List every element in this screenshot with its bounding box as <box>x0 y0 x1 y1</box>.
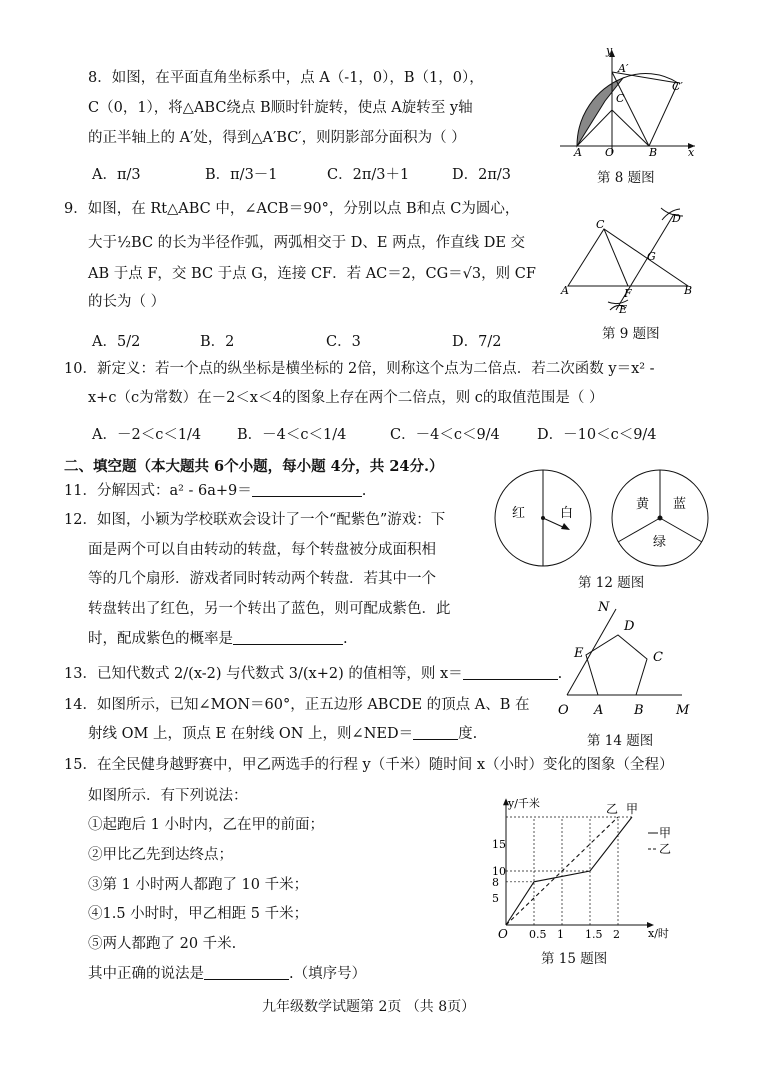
q9-line: AB 于点 F，交 BC 于点 G，连接 CF．若 AC＝2，CG＝√3，则 CF <box>88 266 536 282</box>
q11-question <box>64 481 366 501</box>
q12-caption: 第 12 题图 <box>578 575 645 591</box>
q14-label-e: E <box>574 646 584 661</box>
q8-figure <box>560 42 710 157</box>
q12-line: 转盘转出了红色，另一个转出了蓝色，则可配成紫色．此 <box>88 601 451 617</box>
q9-label-e: E <box>619 303 628 316</box>
q11-text: 11．分解因式：a² - 6a+9＝ <box>64 483 252 499</box>
y-tick-label: 8 <box>492 875 499 889</box>
q14-label-a: A <box>594 703 604 717</box>
q8-option-d: D．2π/3 <box>452 167 511 183</box>
series-end-label: 甲 <box>626 802 639 816</box>
q8-option-a: A．π/3 <box>92 167 141 183</box>
q15-statement: ④1.5 小时时，甲乙相距 5 千米； <box>88 906 309 922</box>
q10-line: 10．新定义：若一个点的纵坐标是横坐标的 2倍，则称这个点为二倍点．若二次函数 y＝x² - <box>64 361 655 377</box>
q10-option-d: D．－10＜c＜9/4 <box>537 427 657 443</box>
q9-caption: 第 9 题图 <box>602 326 660 342</box>
q9-label-d: D <box>672 212 681 225</box>
q15-answer-blank[interactable] <box>204 965 289 980</box>
q12-wheel2-green: 绿 <box>653 535 667 550</box>
series-end-label: 乙 <box>606 802 619 816</box>
q9-label-c: C <box>596 218 605 231</box>
q9-label-f: F <box>624 287 632 300</box>
x-axis-label: x/时 <box>648 927 669 940</box>
q13-question <box>64 664 562 684</box>
q14-label-o: O <box>558 703 569 717</box>
q13-end: . <box>557 666 563 682</box>
q14-label-b: B <box>634 703 644 717</box>
q8-label-a1: A′ <box>618 62 629 75</box>
q8-label-o: O <box>605 146 615 157</box>
q12-line: 等的几个扇形．游戏者同时转动两个转盘．若其中一个 <box>88 571 436 587</box>
q15-statement: ⑤两人都跑了 20 千米. <box>88 936 237 952</box>
series-line-jia <box>506 817 632 925</box>
q15-answer-prefix: 其中正确的说法是 <box>88 966 204 982</box>
q10-line: x+c（c为常数）在－2＜x＜4的图象上存在两个二倍点，则 c的取值范围是（ ） <box>88 390 604 406</box>
q12-wheel1-white: 白 <box>560 506 574 521</box>
q8-option-b: B．π/3－1 <box>205 167 278 183</box>
q8-label-c1: C′ <box>672 80 683 93</box>
q10-option-b: B．－4＜c＜1/4 <box>237 427 347 443</box>
q15-statement: ③第 1 小时两人都跑了 10 千米； <box>88 877 309 893</box>
x-tick-label: 2 <box>613 928 620 941</box>
q11-end: . <box>361 483 367 499</box>
q8-label-a: A <box>574 146 582 157</box>
q8-caption: 第 8 题图 <box>597 170 655 186</box>
q12-answer-blank[interactable] <box>233 630 343 645</box>
q9-label-b: B <box>684 284 693 297</box>
q8-label-c: C <box>616 92 625 105</box>
q15-line: 15．在全民健身越野赛中，甲乙两选手的行程 y（千米）随时间 x（小时）变化的图象（全程） <box>64 757 674 773</box>
q9-line: 大于½BC 的长为半径作弧，两弧相交于 D、E 两点，作直线 DE 交 <box>88 235 526 251</box>
q14-answer-blank[interactable] <box>413 725 458 740</box>
q12-line: 12．如图，小颖为学校联欢会设计了一个“配紫色”游戏：下 <box>64 512 446 528</box>
q14-figure <box>552 597 700 717</box>
q15-answer-suffix: .（填序号） <box>289 966 367 982</box>
q12-figure <box>490 468 720 568</box>
q13-text: 13．已知代数式 2/(x-2) 与代数式 3/(x+2) 的值相等，则 x＝ <box>64 666 463 682</box>
q15-caption: 第 15 题图 <box>541 951 608 967</box>
q9-option-c: C．3 <box>326 334 361 350</box>
q8-label-y: y <box>606 44 613 57</box>
q8-line: C（0，1），将△ABC绕点 B顺时针旋转，使点 A旋转至 y轴 <box>88 100 473 116</box>
q14-label-d: D <box>624 619 635 634</box>
q14-line: 射线 OM 上，顶点 E 在射线 ON 上，则∠NED＝ <box>88 726 414 742</box>
q14-label-n: N <box>598 600 610 615</box>
q9-line: 9．如图，在 Rt△ABC 中，∠ACB＝90°，分别以点 B和点 C为圆心， <box>64 201 520 217</box>
page-footer: 九年级数学试题第 2页 （共 8页） <box>262 999 476 1015</box>
q8-label-x: x <box>688 146 695 157</box>
q9-label-a: A <box>561 284 569 297</box>
q8-label-b: B <box>649 146 658 157</box>
q14-end: 度. <box>458 726 478 742</box>
q14-line: 14．如图所示，已知∠MON＝60°，正五边形 ABCDE 的顶点 A、B 在 <box>64 697 530 713</box>
q12-wheel2-yellow: 黄 <box>636 497 650 512</box>
q8-line: 8．如图，在平面直角坐标系中，点 A（-1，0），B（1，0）， <box>88 70 484 86</box>
q8-option-c: C．2π/3＋1 <box>327 167 410 183</box>
q14-label-m: M <box>676 703 690 717</box>
q12-wheel1-red: 红 <box>512 506 526 521</box>
q12-end: . <box>343 631 348 647</box>
q9-option-b: B．2 <box>200 334 235 350</box>
q12-line: 面是两个可以自由转动的转盘，每个转盘被分成面积相 <box>88 542 436 558</box>
q12-wheel2-blue: 蓝 <box>673 497 687 512</box>
legend-label: 乙 <box>659 842 672 856</box>
q15-chart <box>480 795 680 945</box>
q13-answer-blank[interactable] <box>463 665 558 680</box>
q15-statement: ②甲比乙先到达终点； <box>88 847 233 863</box>
q9-option-a: A．5/2 <box>92 334 141 350</box>
q11-answer-blank[interactable] <box>252 482 362 497</box>
q9-line: 的长为（ ） <box>88 294 166 310</box>
q9-option-d: D．7/2 <box>452 334 502 350</box>
q15-statement: ①起跑后 1 小时内，乙在甲的前面； <box>88 817 324 833</box>
q9-figure <box>558 202 708 317</box>
q9-label-g: G <box>647 250 656 263</box>
q12-line: 时，配成紫色的概率是 <box>88 631 233 647</box>
y-tick-label: 5 <box>492 892 499 905</box>
legend-label: 甲 <box>659 826 672 840</box>
x-tick-label: 1 <box>557 928 564 941</box>
q10-option-a: A．－2＜c＜1/4 <box>92 427 202 443</box>
y-tick-label: 15 <box>492 838 506 851</box>
section-heading: 二、填空题（本大题共 6个小题，每小题 4分，共 24分.） <box>64 458 444 475</box>
q10-option-c: C．－4＜c＜9/4 <box>390 427 500 443</box>
q14-label-c: C <box>653 650 663 665</box>
q14-caption: 第 14 题图 <box>587 733 654 749</box>
q8-line: 的正半轴上的 A′处，得到△A′BC′，则阴影部分面积为（ ） <box>88 130 466 146</box>
origin-label: O <box>498 927 508 941</box>
y-tick-label: 10 <box>492 865 506 878</box>
q15-line: 如图所示．有下列说法： <box>88 788 248 804</box>
y-axis-label: y/千米 <box>508 797 540 810</box>
q8-shaded-region <box>577 78 623 146</box>
x-tick-label: 1.5 <box>585 928 603 941</box>
x-tick-label: 0.5 <box>529 928 547 941</box>
